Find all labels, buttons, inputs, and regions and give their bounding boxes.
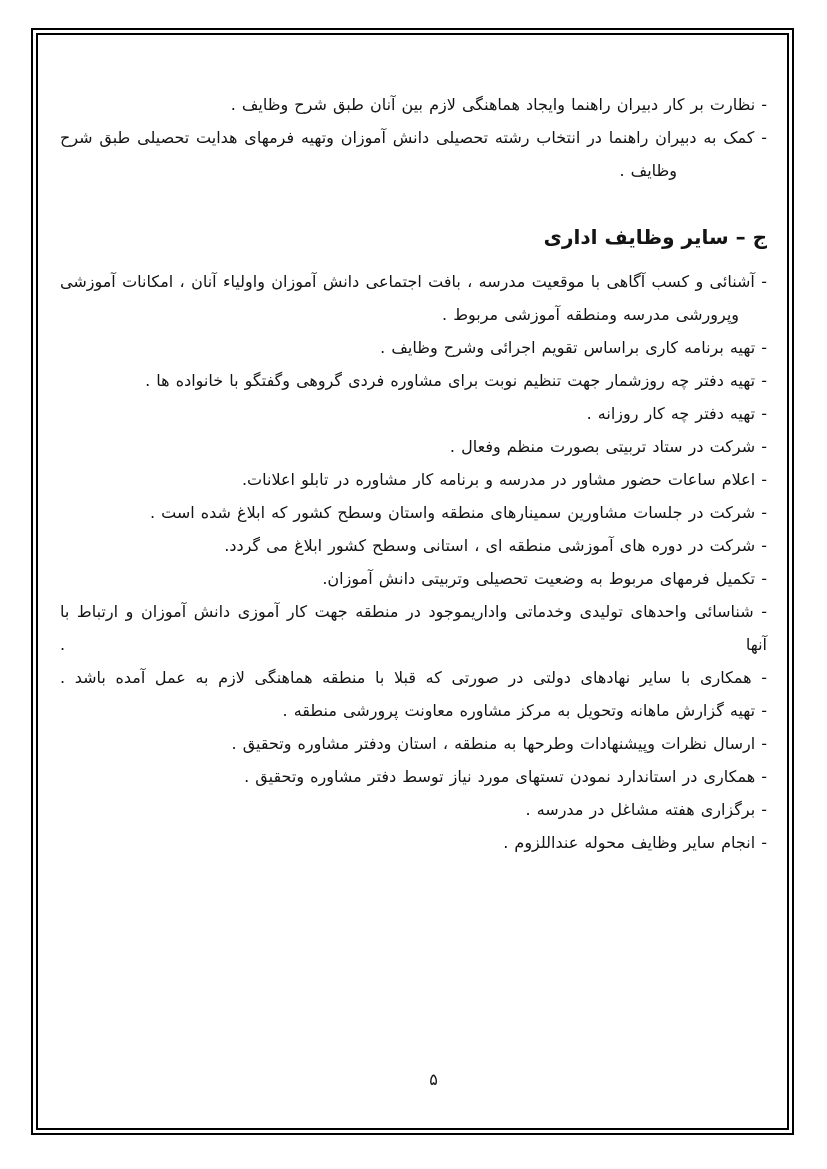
list-item: - همکاری در استاندارد نمودن تستهای مورد نیاز توسط دفتر مشاوره وتحقیق . xyxy=(244,767,767,786)
list-item: - شرکت در جلسات مشاورین سمینارهای منطقه واستان وسطح کشور که ابلاغ شده است . xyxy=(149,503,767,522)
list-item: - ارسال نظرات وپیشنهادات وطرحها به منطقه ، استان ودفتر مشاوره وتحقیق . xyxy=(231,734,767,753)
list-item: - شرکت در دوره های آموزشی منطقه ای ، استانی وسطح کشور ابلاغ می گردد. xyxy=(224,536,767,555)
page-number-value: ۵ xyxy=(429,1070,438,1089)
list-item: - اعلام ساعات حضور مشاور در مدرسه و برنامه کار مشاوره در تابلو اعلانات. xyxy=(241,470,767,489)
list-item-line: - آشنائی و کسب آگاهی با موقعیت مدرسه ، بافت اجتماعی دانش آموزان واولیاء آنان ، امکانات آموزشی xyxy=(60,272,767,291)
list-item-line: - کمک به دبیران راهنما در انتخاب رشته تحصیلی دانش آموزان وتهیه فرمهای هدایت تحصیلی طبق شرح xyxy=(60,128,767,147)
list-item: - شناسائی واحدهای تولیدی وخدماتی واداریموجود در منطقه جهت کار آموزی دانش آموزان و ارتباط با آنها . xyxy=(60,602,767,654)
list-item: - تکمیل فرمهای مربوط به وضعیت تحصیلی وتربیتی دانش آموزان. xyxy=(322,569,767,588)
list-item: - نظارت بر کار دبیران راهنما وایجاد هماهنگی لازم بین آنان طبق شرح وظایف . xyxy=(230,95,767,114)
page-number xyxy=(0,1070,827,1089)
list-item xyxy=(60,265,767,331)
list-item-line: وپرورشی مدرسه ومنطقه آموزشی مربوط . xyxy=(442,305,739,324)
list-item: - تهیه دفتر چه کار روزانه . xyxy=(586,404,767,423)
list-item-line: وظایف . xyxy=(619,161,677,180)
list-item: - همکاری با سایر نهادهای دولتی در صورتی که قبلا با منطقه هماهنگی لازم به عمل آمده باشد . xyxy=(60,668,767,687)
list-item: - شرکت در ستاد تربیتی بصورت منظم وفعال . xyxy=(449,437,767,456)
page-content xyxy=(60,88,767,859)
list-item: - انجام سایر وظایف محوله عنداللزوم . xyxy=(503,833,767,852)
list-item: - تهیه گزارش ماهانه وتحویل به مرکز مشاوره معاونت پرورشی منطقه . xyxy=(282,701,767,720)
list-item: - برگزاری هفته مشاغل در مدرسه . xyxy=(525,800,767,819)
list-item xyxy=(60,121,767,187)
list-item: - تهیه برنامه کاری براساس تقویم اجرائی وشرح وظایف . xyxy=(380,338,767,357)
section-heading: ج – سایر وظایف اداری xyxy=(543,225,767,249)
list-item: - تهیه دفتر چه روزشمار جهت تنظیم نوبت برای مشاوره فردی گروهی وگفتگو با خانواده ها . xyxy=(145,371,767,390)
